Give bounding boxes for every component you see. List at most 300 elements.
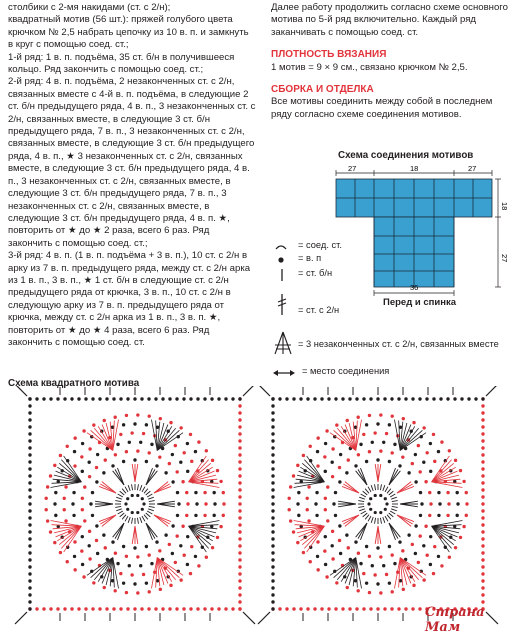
- chain-mark: [481, 530, 484, 533]
- chain-mark: [161, 607, 164, 610]
- stitch-mark: [380, 484, 381, 490]
- chain-mark: [28, 593, 31, 596]
- chain-mark: [459, 536, 462, 539]
- chain-mark: [481, 544, 484, 547]
- chain-mark: [383, 397, 386, 400]
- stitch-mark: [142, 487, 145, 492]
- stitch-mark: [368, 516, 371, 521]
- chain-mark: [96, 552, 99, 555]
- chain-mark: [414, 453, 417, 456]
- chain-mark: [28, 558, 31, 561]
- chain-mark: [316, 436, 319, 439]
- chain-mark: [376, 607, 379, 610]
- chain-mark: [28, 544, 31, 547]
- chain-mark: [133, 607, 136, 610]
- stitch-mark: [361, 511, 366, 514]
- chain-mark: [309, 560, 312, 563]
- chain-mark: [440, 564, 443, 567]
- stitch-mark: [149, 506, 155, 507]
- stitch-mark: [118, 511, 123, 514]
- chain-mark: [179, 461, 182, 464]
- chain-mark: [339, 453, 342, 456]
- chain-mark: [271, 425, 274, 428]
- chain-mark: [238, 397, 241, 400]
- chain-mark: [271, 558, 274, 561]
- chain-mark: [158, 549, 161, 552]
- chain-mark: [418, 397, 421, 400]
- chain-mark: [179, 578, 182, 581]
- chain-mark: [103, 586, 106, 589]
- chain-mark: [238, 495, 241, 498]
- chain-mark: [448, 449, 451, 452]
- chain-mark: [296, 464, 299, 467]
- legend-dtr: = ст. с 2/н: [272, 293, 392, 317]
- chain-mark: [197, 440, 200, 443]
- chain-mark: [113, 416, 116, 419]
- chain-mark: [222, 491, 225, 494]
- chain-mark: [316, 555, 319, 558]
- chain-mark: [359, 443, 362, 446]
- chain-mark: [169, 421, 172, 424]
- chain-mark: [194, 514, 197, 517]
- chain-mark: [271, 516, 274, 519]
- chain-mark: [297, 491, 300, 494]
- stitch-mark: [146, 513, 151, 517]
- stitch-mark: [385, 516, 388, 521]
- chain-mark: [72, 514, 75, 517]
- chain-mark: [73, 555, 76, 558]
- chain-mark: [105, 397, 108, 400]
- chain-mark: [203, 514, 206, 517]
- chain-mark: [28, 474, 31, 477]
- chain-mark: [420, 502, 423, 505]
- stitch-mark: [389, 513, 394, 517]
- stitch-mark: [359, 509, 365, 511]
- chain-mark: [481, 418, 484, 421]
- chain-mark: [168, 607, 171, 610]
- chain-mark: [141, 508, 144, 511]
- chain-mark: [440, 440, 443, 443]
- chain-mark: [379, 591, 382, 594]
- chain-mark: [376, 397, 379, 400]
- chain-mark: [320, 397, 323, 400]
- chain-mark: [140, 607, 143, 610]
- chain-mark: [382, 564, 385, 567]
- chain-mark: [238, 551, 241, 554]
- chain-mark: [448, 556, 451, 559]
- stitch-mark: [125, 487, 128, 492]
- chain-mark: [92, 581, 95, 584]
- chain-mark: [77, 607, 80, 610]
- chain-mark: [28, 446, 31, 449]
- chain-mark: [271, 600, 274, 603]
- chain-mark: [376, 582, 379, 585]
- cluster-mark: [113, 523, 124, 537]
- assembly-text: Все мотивы соединить между собой в последнем ряду согласно схеме соединения мотивов.: [271, 96, 493, 120]
- stitch-mark: [390, 494, 395, 497]
- chain-mark: [314, 502, 317, 505]
- chain-mark: [28, 502, 31, 505]
- chain-mark: [205, 449, 208, 452]
- join-arrow-mark: [243, 612, 255, 624]
- chain-mark: [439, 397, 442, 400]
- chain-mark: [465, 502, 468, 505]
- chain-mark: [271, 467, 274, 470]
- stitch-mark: [358, 506, 364, 507]
- chain-mark: [271, 551, 274, 554]
- chain-mark: [481, 453, 484, 456]
- chain-mark: [238, 579, 241, 582]
- chain-mark: [481, 495, 484, 498]
- chain-mark: [130, 431, 133, 434]
- chain-mark: [44, 508, 47, 511]
- chain-mark: [379, 449, 382, 452]
- chain-mark: [84, 607, 87, 610]
- stitch-mark: [132, 518, 133, 524]
- chain-mark: [341, 397, 344, 400]
- chain-mark: [219, 480, 222, 483]
- chain-mark: [429, 563, 432, 566]
- cluster-mark: [345, 482, 359, 493]
- chain-mark: [98, 607, 101, 610]
- chain-mark: [324, 508, 327, 511]
- chain-mark: [213, 502, 216, 505]
- stitch-mark: [146, 491, 151, 495]
- chain-mark: [28, 586, 31, 589]
- chain-mark: [481, 446, 484, 449]
- stitch-mark: [128, 517, 130, 523]
- chain-mark: [481, 397, 484, 400]
- chain-mark: [95, 466, 98, 469]
- chain-mark: [126, 607, 129, 610]
- chain-mark: [175, 470, 178, 473]
- stitch-mark: [363, 491, 368, 495]
- schema-caption: Перед и спинка: [383, 297, 456, 308]
- chain-mark: [422, 461, 425, 464]
- chain-mark: [49, 474, 52, 477]
- chain-mark: [131, 494, 134, 497]
- chain-mark: [324, 535, 327, 538]
- chain-mark: [481, 509, 484, 512]
- chain-mark: [72, 491, 75, 494]
- chain-mark: [119, 433, 122, 436]
- chain-mark: [307, 485, 310, 488]
- cluster-mark: [146, 523, 153, 540]
- chain-mark: [238, 607, 241, 610]
- chain-mark: [53, 502, 56, 505]
- chain-mark: [190, 545, 193, 548]
- chain-mark: [369, 397, 372, 400]
- chain-mark: [28, 565, 31, 568]
- chain-mark: [28, 572, 31, 575]
- chain-mark: [368, 450, 371, 453]
- chain-mark: [271, 495, 274, 498]
- chain-mark: [73, 450, 76, 453]
- cluster-mark: [102, 482, 116, 493]
- legend-chain: = в. п: [272, 253, 392, 267]
- stitch-mark: [137, 484, 138, 490]
- chain-mark: [122, 423, 125, 426]
- chain-mark: [196, 607, 199, 610]
- chain-mark: [429, 502, 432, 505]
- dim-label: 27: [348, 164, 357, 173]
- chain-mark: [176, 491, 179, 494]
- chain-mark: [175, 607, 178, 610]
- chain-mark: [467, 397, 470, 400]
- chain-mark: [376, 422, 379, 425]
- chain-mark: [53, 541, 56, 544]
- chain-mark: [398, 464, 401, 467]
- chain-mark: [104, 458, 107, 461]
- chain-mark: [203, 397, 206, 400]
- chain-mark: [347, 546, 350, 549]
- motif-chart-title: Схема квадратного мотива: [8, 378, 140, 389]
- chain-mark: [102, 471, 105, 474]
- stitch-mark: [118, 494, 123, 497]
- stitch-mark: [387, 515, 391, 520]
- stitch-mark: [149, 501, 155, 502]
- chain-mark: [297, 514, 300, 517]
- chain-mark: [73, 540, 76, 543]
- chain-mark: [84, 397, 87, 400]
- chain-mark: [238, 593, 241, 596]
- chain-mark: [334, 514, 337, 517]
- chain-mark: [481, 516, 484, 519]
- chain-mark: [330, 461, 333, 464]
- chain-mark: [119, 572, 122, 575]
- chain-mark: [216, 536, 219, 539]
- chain-mark: [326, 485, 329, 488]
- chain-mark: [362, 607, 365, 610]
- stitch-mark: [148, 497, 154, 499]
- chain-mark: [164, 471, 167, 474]
- chain-mark: [145, 423, 148, 426]
- chain-mark: [462, 480, 465, 483]
- chain-mark: [122, 545, 125, 548]
- chain-mark: [181, 480, 184, 483]
- chain-mark: [168, 397, 171, 400]
- chain-mark: [481, 558, 484, 561]
- chain-mark: [357, 552, 360, 555]
- chain-mark: [425, 554, 428, 557]
- stitch-mark: [142, 516, 145, 521]
- chain-mark: [122, 460, 125, 463]
- chain-mark: [238, 565, 241, 568]
- chain-mark: [54, 514, 57, 517]
- chain-mark: [424, 480, 427, 483]
- chain-mark: [238, 516, 241, 519]
- chain-mark: [320, 607, 323, 610]
- chain-mark: [83, 519, 86, 522]
- chain-mark: [122, 581, 125, 584]
- chain-mark: [186, 470, 189, 473]
- chain-mark: [142, 432, 145, 435]
- chain-mark: [196, 397, 199, 400]
- chain-mark: [289, 485, 292, 488]
- chain-mark: [359, 562, 362, 565]
- chain-mark: [174, 561, 177, 564]
- chain-mark: [330, 544, 333, 547]
- chain-mark: [271, 593, 274, 596]
- chain-mark: [407, 471, 410, 474]
- chain-mark: [222, 502, 225, 505]
- chain-mark: [66, 560, 69, 563]
- stitch-mark: [140, 517, 142, 523]
- chain-mark: [103, 419, 106, 422]
- chain-mark: [238, 474, 241, 477]
- chain-mark: [331, 475, 334, 478]
- stitch-mark: [147, 494, 152, 497]
- chain-mark: [462, 525, 465, 528]
- chain-mark: [231, 607, 234, 610]
- chain-mark: [28, 579, 31, 582]
- chain-mark: [271, 579, 274, 582]
- chain-mark: [80, 549, 83, 552]
- chain-mark: [238, 439, 241, 442]
- chain-mark: [28, 439, 31, 442]
- chain-mark: [331, 530, 334, 533]
- chain-mark: [133, 422, 136, 425]
- chain-mark: [307, 519, 310, 522]
- chain-mark: [388, 460, 391, 463]
- chain-mark: [455, 514, 458, 517]
- chain-mark: [385, 502, 388, 505]
- chain-mark: [316, 540, 319, 543]
- stitch-mark: [125, 516, 128, 521]
- chain-mark: [419, 491, 422, 494]
- density-text: 1 мотив = 9 × 9 см., связано крючком № 2,5.: [271, 61, 468, 73]
- stitch-mark: [391, 497, 397, 499]
- chain-mark: [238, 453, 241, 456]
- chain-mark: [147, 451, 150, 454]
- single-crochet-icon: [272, 268, 294, 282]
- chain-mark: [28, 537, 31, 540]
- chain-mark: [481, 460, 484, 463]
- chain-mark: [379, 555, 382, 558]
- chain-mark: [150, 562, 153, 565]
- chain-mark: [388, 545, 391, 548]
- chain-mark: [83, 485, 86, 488]
- chain-mark: [238, 432, 241, 435]
- chain-mark: [88, 530, 91, 533]
- chain-mark: [326, 519, 329, 522]
- chain-mark: [238, 523, 241, 526]
- join-arrow-mark: [258, 386, 270, 396]
- chain-mark: [306, 497, 309, 500]
- chain-mark: [171, 480, 174, 483]
- chain-mark: [186, 563, 189, 566]
- chain-mark: [147, 397, 150, 400]
- chain-mark: [465, 491, 468, 494]
- chain-mark: [177, 502, 180, 505]
- chain-mark: [422, 426, 425, 429]
- legend-slip: = соед. ст.: [272, 240, 392, 254]
- chain-mark: [455, 491, 458, 494]
- chain-mark: [481, 586, 484, 589]
- chain-mark: [81, 508, 84, 511]
- chain-mark: [133, 397, 136, 400]
- chain-mark: [238, 544, 241, 547]
- chain-mark: [28, 551, 31, 554]
- chain-mark: [154, 397, 157, 400]
- chain-mark: [411, 397, 414, 400]
- chain-mark: [203, 491, 206, 494]
- chain-mark: [385, 432, 388, 435]
- chain-mark: [210, 397, 213, 400]
- chain-mark: [418, 607, 421, 610]
- chain-mark: [296, 541, 299, 544]
- chain-mark: [324, 470, 327, 473]
- chain-mark: [131, 511, 134, 514]
- instructions-right: [271, 2, 511, 121]
- chain-mark: [28, 530, 31, 533]
- chain-mark: [271, 544, 274, 547]
- chain-mark: [155, 464, 158, 467]
- chain-mark: [128, 441, 131, 444]
- chain-mark: [271, 572, 274, 575]
- chain-mark: [150, 443, 153, 446]
- join-arrow-mark: [243, 386, 255, 396]
- chain-mark: [125, 414, 128, 417]
- cluster-icon: [272, 330, 294, 356]
- chain-mark: [429, 442, 432, 445]
- chain-mark: [418, 470, 421, 473]
- chain-mark: [383, 607, 386, 610]
- chain-mark: [414, 524, 417, 527]
- chain-mark: [271, 537, 274, 540]
- chain-mark: [113, 589, 116, 592]
- chain-mark: [422, 544, 425, 547]
- chain-mark: [397, 397, 400, 400]
- cluster-mark: [154, 515, 168, 526]
- chain-mark: [306, 607, 309, 610]
- chain-mark: [49, 530, 52, 533]
- chain-mark: [271, 607, 274, 610]
- chain-mark: [481, 425, 484, 428]
- cluster-mark: [397, 515, 411, 526]
- stitch-mark: [137, 518, 138, 524]
- stitch-mark: [391, 509, 397, 511]
- chain-mark: [481, 572, 484, 575]
- chain-mark: [335, 581, 338, 584]
- chain-mark: [271, 411, 274, 414]
- chain-mark: [112, 607, 115, 610]
- chain-mark: [124, 502, 127, 505]
- stitch-mark: [115, 506, 121, 507]
- chain-mark: [367, 502, 370, 505]
- chain-mark: [204, 502, 207, 505]
- chain-mark: [238, 446, 241, 449]
- chain-mark: [175, 397, 178, 400]
- chain-mark: [357, 453, 360, 456]
- chain-mark: [70, 607, 73, 610]
- chain-mark: [171, 524, 174, 527]
- chain-mark: [70, 397, 73, 400]
- fan-stitch-mark: [304, 460, 324, 482]
- chain-mark: [136, 494, 139, 497]
- chain-mark: [56, 397, 59, 400]
- chain-mark: [481, 551, 484, 554]
- stitch-mark: [375, 518, 376, 524]
- chain-mark: [362, 433, 365, 436]
- chain-mark: [238, 425, 241, 428]
- stitch-mark: [132, 484, 133, 490]
- chain-mark: [238, 460, 241, 463]
- chain-mark: [347, 458, 350, 461]
- chain-mark: [292, 530, 295, 533]
- chain-mark: [402, 588, 405, 591]
- chain-mark: [92, 423, 95, 426]
